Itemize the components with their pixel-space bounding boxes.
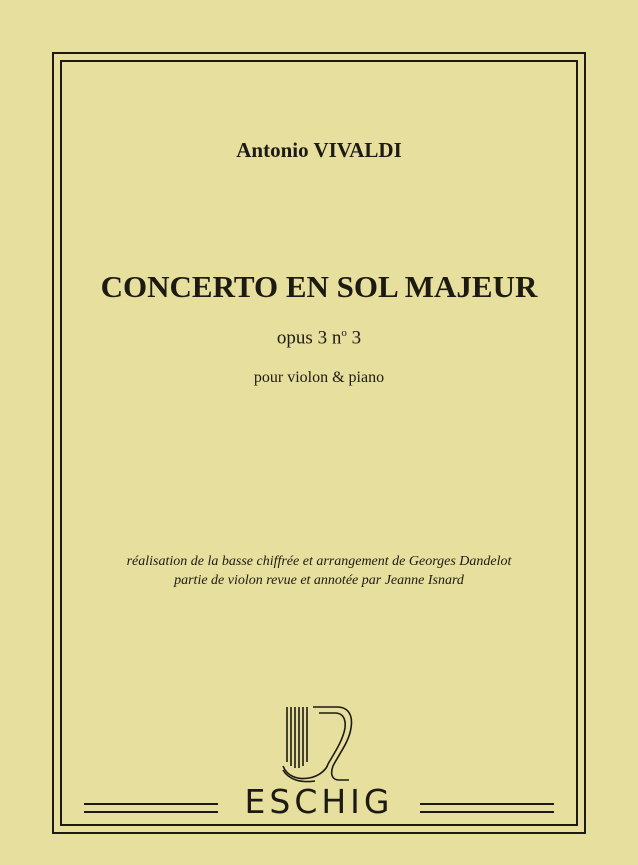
opus-number xyxy=(0,327,638,349)
credit-line-arrangement: réalisation de la basse chiffrée et arrangement de Georges Dandelot xyxy=(126,554,512,569)
credit-line-violin-part: partie de violon revue et annotée par Jeanne Isnard xyxy=(174,573,464,588)
rule-left xyxy=(84,803,218,813)
rule-right xyxy=(420,803,554,813)
composer-name: Antonio VIVALDI xyxy=(236,138,402,162)
eschig-harp-logo-icon xyxy=(275,704,361,784)
work-title: CONCERTO EN SOL MAJEUR xyxy=(100,269,538,304)
opus-prefix: opus 3 n xyxy=(276,327,342,349)
instrumentation: pour violon & piano xyxy=(253,369,385,386)
opus-suffix: 3 xyxy=(346,327,362,349)
opus-numero-superscript: o xyxy=(341,327,347,339)
publisher-name: ESCHIG xyxy=(244,782,394,821)
